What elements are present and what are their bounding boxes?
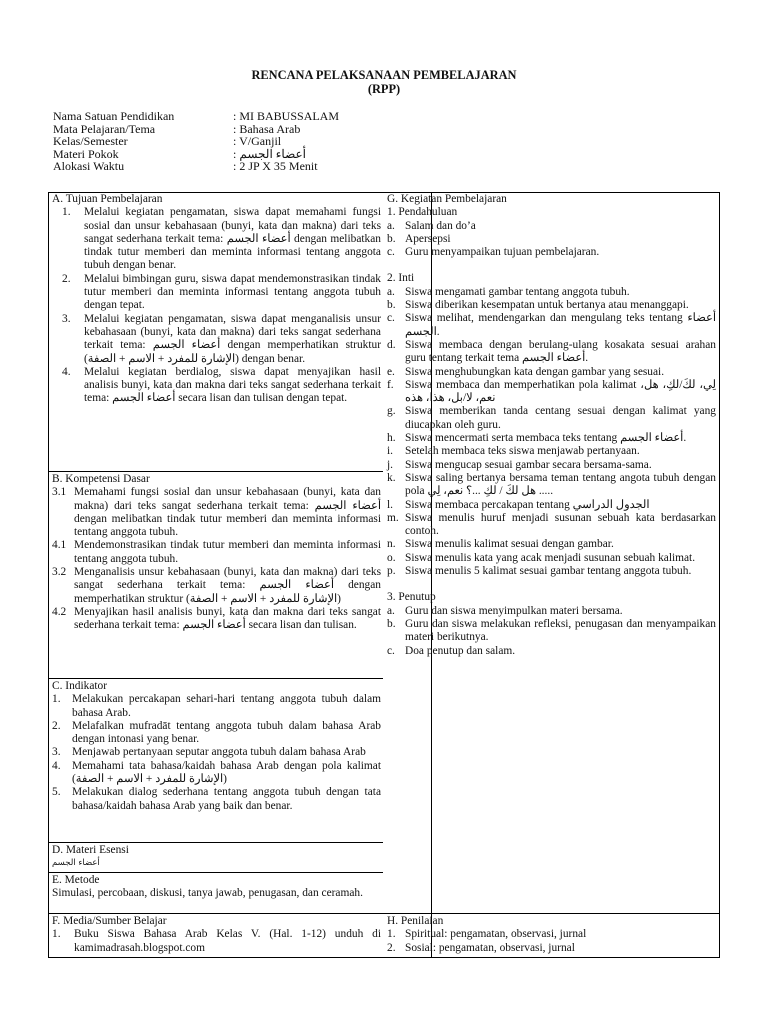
section-heading: A. Tujuan Pembelajaran xyxy=(52,193,163,205)
identity-label: Nama Satuan Pendidikan xyxy=(53,109,175,123)
identity-label: Kelas/Semester xyxy=(53,134,128,149)
list-item: 3. Menjawab pertanyaan seputar anggota tubuh dalam bahasa Arab xyxy=(52,746,366,759)
section-heading: B. Kompetensi Dasar xyxy=(52,473,150,485)
subsection-heading: 1. Pendahuluan xyxy=(387,206,458,219)
rpp-table xyxy=(48,192,720,958)
list-item: a. Guru dan siswa menyimpulkan materi bersama. xyxy=(387,604,623,617)
list-item: g. Siswa memberikan tanda centang sesuai dengan kalimat yang diucapkan oleh guru. xyxy=(387,405,716,431)
row-divider xyxy=(48,471,383,472)
section-heading: H. Penilaian xyxy=(387,915,444,927)
materi-text: أعضاء الجسم xyxy=(52,858,100,869)
identity-label: Alokasi Waktu xyxy=(53,159,125,174)
document-title: RENCANA PELAKSANAAN PEMBELAJARAN xyxy=(251,68,517,82)
row-divider xyxy=(48,913,720,914)
identity-row xyxy=(53,135,339,148)
identity-block xyxy=(53,110,339,173)
subsection-heading: 2. Inti xyxy=(387,272,415,285)
list-item: n. Siswa menulis kalimat sesuai dengan gambar. xyxy=(387,538,614,551)
list-item: k. Siswa saling bertanya bersama teman tentang angota tubuh dengan pola هل لكَ / لكِ ...؟ نعم، لِي ..... xyxy=(387,471,716,498)
document-subtitle: (RPP) xyxy=(367,82,401,96)
list-item: 2. Sosial: pengamatan, observasi, jurnal xyxy=(387,941,575,954)
list-item: b. Siswa diberikan kesempatan untuk bertanya atau menanggapi. xyxy=(387,299,689,312)
list-item: c. Doa penutup dan salam. xyxy=(387,644,516,657)
list-item: a. Salam dan do’a xyxy=(387,219,476,232)
list-item: 5. Melakukan dialog sederhana tentang anggota tubuh dengan tata bahasa/kaidah bahasa Arab yang baik dan benar. xyxy=(52,786,381,812)
section-tujuan xyxy=(52,193,381,406)
list-item: h. Siswa mencermati serta membaca teks tentang أعضاء الجسم. xyxy=(387,432,687,445)
list-item: 4.2 Menyajikan hasil analisis bunyi, kata dan makna dari teks sangat sederhana terkait tema: أعضاء الجسم secara lisan dan tulisan. xyxy=(52,605,381,632)
list-item: 4.1 Mendemonstrasikan tindak tutur memberi dan meminta informasi tentang anggota tubuh. xyxy=(52,539,381,565)
list-item: 4. Memahami tata bahasa/kaidah bahasa Arab dengan pola kalimat (الإشارة للمفرد + الاسم + الصفة) xyxy=(52,759,381,786)
list-item: 3.1 Memahami fungsi sosial dan unsur kebahasaan (bunyi, kata dan makna) dari teks sangat sederhana terkait tema: أعضاء الجسم dengan melibatkan tindak tutur memberi dan meminta informasi tentang anggota tubuh. xyxy=(52,486,381,539)
list-item: a. Siswa mengamati gambar tentang anggota tubuh. xyxy=(387,285,630,298)
list-item: e. Siswa menghubungkan kata dengan gambar yang sesuai. xyxy=(387,365,665,378)
section-kompetensi xyxy=(52,473,381,633)
section-media xyxy=(52,915,381,955)
list-item: m. Siswa menulis huruf menjadi susunan sebuah kata berdasarkan contoh. xyxy=(387,511,716,538)
list-item: 2. Melalui bimbingan guru, siswa dapat mendemonstrasikan tindak tutur memberi dan meminta informasi tentang anggota tubuh dengan tepat. xyxy=(62,272,381,312)
list-item: c. Siswa melihat, mendengarkan dan mengulang teks tentang أعضاء الجسم. xyxy=(387,312,716,338)
list-item: 3. Melalui kegiatan pengamatan, siswa dapat menganalisis unsur kebahasaan (bunyi, kata dan makna) dari teks sangat sederhana terkait tema: أعضاء الجسم dengan memperhatikan struktur (الإشارة للمفرد + الاسم + الصفة) dengan benar. xyxy=(62,312,382,365)
identity-value: : V/Ganjil xyxy=(233,134,282,149)
list-item: 4. Melalui kegiatan berdialog, siswa dapat menyajikan hasil analisis bunyi, kata dan makna dari teks sangat sederhana terkait tema: أعضاء الجسم secara lisan dan tulisan dengan tepat. xyxy=(62,365,381,405)
section-heading: F. Media/Sumber Belajar xyxy=(52,915,167,927)
list-item: d. Siswa membaca dengan berulang-ulang kosakata sesuai arahan guru tentang terkait tema أعضاء الجسم. xyxy=(387,338,716,365)
section-heading: E. Metode xyxy=(52,874,100,886)
identity-value: : أعضاء الجسم xyxy=(233,146,306,161)
identity-row xyxy=(53,160,339,173)
list-item: b. Apersepsi xyxy=(387,232,451,245)
list-item: o. Siswa menulis kata yang acak menjadi susunan sebuah kalimat. xyxy=(387,551,696,564)
list-item: 1. Melalui kegiatan pengamatan, siswa dapat memahami fungsi sosial dan unsur kebahasaan (bunyi, kata dan makna) dari teks sangat sederhana terkait tema: أعضاء الجسم dengan melibatkan tindak tutur memberi dan meminta informasi tentang anggota tubuh dengan benar. xyxy=(62,206,381,272)
metode-text: Simulasi, percobaan, diskusi, tanya jawab, penugasan, dan ceramah. xyxy=(52,887,363,900)
section-kegiatan xyxy=(387,193,716,658)
list-item: i. Setelah membaca teks siswa menjawab pertanyaan. xyxy=(387,445,640,458)
identity-value: : Bahasa Arab xyxy=(233,121,301,136)
row-divider xyxy=(48,872,383,873)
list-item: j. Siswa mengucap sesuai gambar secara bersama-sama. xyxy=(387,458,652,471)
identity-row xyxy=(53,110,339,123)
section-penilaian xyxy=(387,915,716,955)
row-divider xyxy=(48,678,383,679)
identity-label: Mata Pelajaran/Tema xyxy=(53,121,156,136)
identity-label: Materi Pokok xyxy=(53,146,119,161)
section-heading: G. Kegiatan Pembelajaran xyxy=(387,193,507,205)
identity-value: : MI BABUSSALAM xyxy=(233,109,340,123)
section-metode xyxy=(52,874,381,901)
list-item: b. Guru dan siswa melakukan refleksi, penugasan dan menyampaikan materi berikutnya. xyxy=(387,617,716,644)
list-item: l. Siswa membaca percakapan tentang الجدول الدراسي xyxy=(387,498,650,511)
list-item: 3.2 Menganalisis unsur kebahasaan (bunyi, kata dan makna) dari teks sangat sederhana terkait tema: أعضاء الجسم dengan memperhatikan struktur (الإشارة للمفرد + الاسم + الصفة) xyxy=(52,566,382,605)
identity-value: : 2 JP X 35 Menit xyxy=(233,159,318,174)
subsection-heading: 3. Penutup xyxy=(387,591,436,604)
list-item: 2. Melafalkan mufradāt tentang anggota tubuh dalam bahasa Arab dengan intonasi yang benar. xyxy=(52,719,381,746)
list-item: 1. Spiritual: pengamatan, observasi, jurnal xyxy=(387,928,587,941)
section-materi xyxy=(52,844,381,871)
list-item: f. Siswa membaca dan memperhatikan pola kalimat لِي، لكَ/لكِ، هل، نعم، لا/بل، هذا، هذه xyxy=(387,378,716,405)
list-item: c. Guru menyampaikan tujuan pembelajaran. xyxy=(387,246,600,259)
section-heading: D. Materi Esensi xyxy=(52,844,129,856)
list-item: 1. Buku Siswa Bahasa Arab Kelas V. (Hal. 1-12) unduh di kamimadrasah.blogspot.com xyxy=(52,928,381,954)
row-divider xyxy=(48,842,383,843)
section-indikator xyxy=(52,680,381,813)
section-heading: C. Indikator xyxy=(52,680,108,692)
list-item: p. Siswa menulis 5 kalimat sesuai gambar tentang anggota tubuh. xyxy=(387,565,692,578)
list-item: 1. Melakukan percakapan sehari-hari tentang anggota tubuh dalam bahasa Arab. xyxy=(52,693,381,719)
